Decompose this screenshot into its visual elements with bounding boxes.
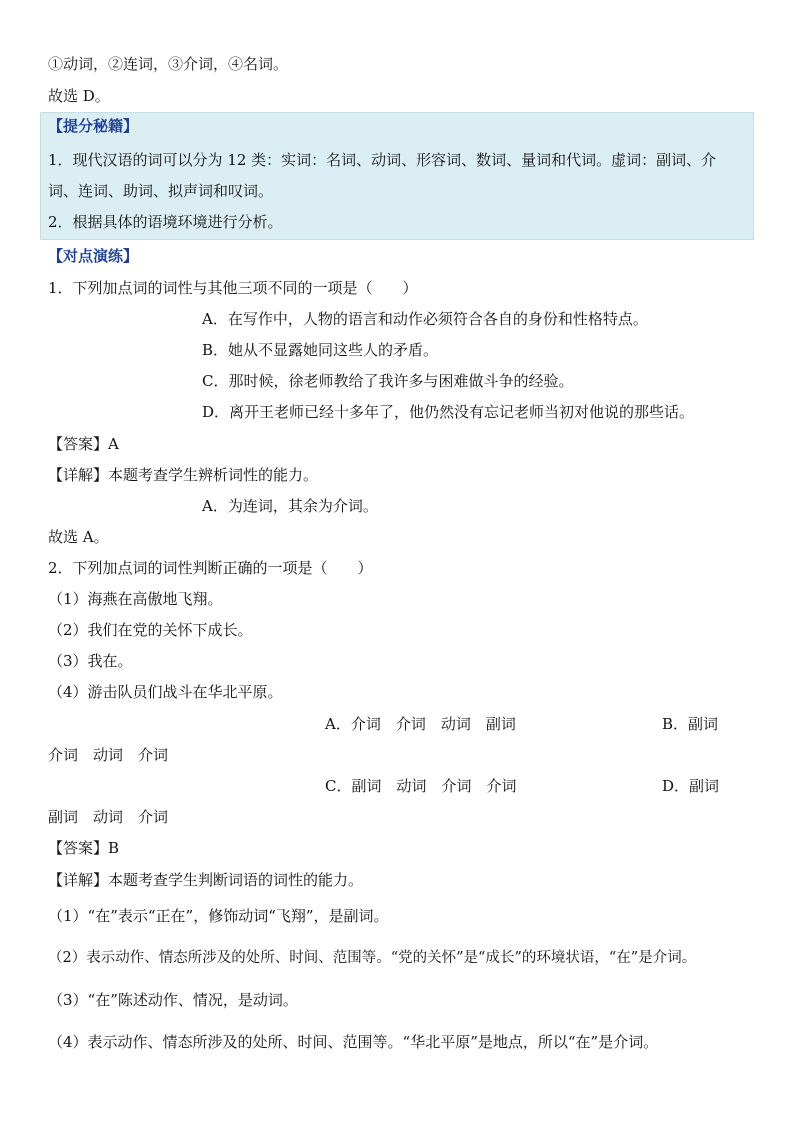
q2-explanation-2: （2）表示动作、情态所涉及的处所、时间、范围等。“党的关怀”是“成长”的环境状语，“在”是介词。 <box>48 950 697 966</box>
q2-option-a: A．介词 介词 动词 副词 <box>325 715 516 733</box>
intro-line-1: ①动词，②连词，③介词，④名词。 <box>48 55 289 73</box>
q1-option-a: A．在写作中，人物的语言和动作必须符合各自的身份和性格特点。 <box>202 310 648 328</box>
q1-option-d: D．离开王老师已经十多年了，他仍然没有忘记老师当初对他说的那些话。 <box>202 403 695 421</box>
q1-conclusion: 故选 A。 <box>48 528 109 546</box>
q1-answer: 【答案】A <box>48 435 119 453</box>
q1-detail-a: A．为连词，其余为介词。 <box>202 497 378 515</box>
q2-option-b-tail: 介词 动词 介词 <box>48 746 169 764</box>
q2-sentence-4: （4）游击队员们战斗在华北平原。 <box>48 683 283 701</box>
practice-title: 【对点演练】 <box>48 247 139 265</box>
q2-option-c: C．副词 动词 介词 介词 <box>325 777 517 795</box>
q2-stem: 2．下列加点词的词性判断正确的一项是（ ） <box>48 559 373 577</box>
q1-option-b: B．她从不显露她同这些人的矛盾。 <box>202 341 439 359</box>
q1-option-c: C．那时候，徐老师教给了我许多与困难做斗争的经验。 <box>202 372 574 390</box>
q1-stem: 1．下列加点词的词性与其他三项不同的一项是（ ） <box>48 279 418 297</box>
q2-explanation-3: （3）“在”陈述动作、情况，是动词。 <box>48 991 298 1009</box>
q2-explanation-1: （1）“在”表示“正在”，修饰动词“飞翔”，是副词。 <box>48 907 389 925</box>
intro-line-2: 故选 D。 <box>48 87 110 105</box>
q2-detail: 【详解】本题考查学生判断词语的词性的能力。 <box>48 871 364 889</box>
tip-title: 【提分秘籍】 <box>48 117 139 135</box>
q1-detail: 【详解】本题考查学生辨析词性的能力。 <box>48 466 319 484</box>
q2-sentence-3: （3）我在。 <box>48 652 133 670</box>
q2-explanation-4: （4）表示动作、情态所涉及的处所、时间、范围等。“华北平原”是地点，所以“在”是介词。 <box>48 1033 659 1051</box>
q2-option-d-tail: 副词 动词 介词 <box>48 808 169 826</box>
q2-option-b-head: B．副词 <box>662 715 719 733</box>
tip-paragraph-1a: 1．现代汉语的词可以分为 12 类：实词：名词、动词、形容词、数词、量词和代词。虚词：副词、介 <box>48 151 717 169</box>
q2-answer: 【答案】B <box>48 839 120 857</box>
q2-option-d-head: D．副词 <box>662 777 720 795</box>
tip-paragraph-1b: 词、连词、助词、拟声词和叹词。 <box>48 182 274 200</box>
q2-sentence-2: （2）我们在党的关怀下成长。 <box>48 621 253 639</box>
q2-sentence-1: （1）海燕在高傲地飞翔。 <box>48 590 223 608</box>
tip-paragraph-2: 2．根据具体的语境环境进行分析。 <box>48 213 283 231</box>
